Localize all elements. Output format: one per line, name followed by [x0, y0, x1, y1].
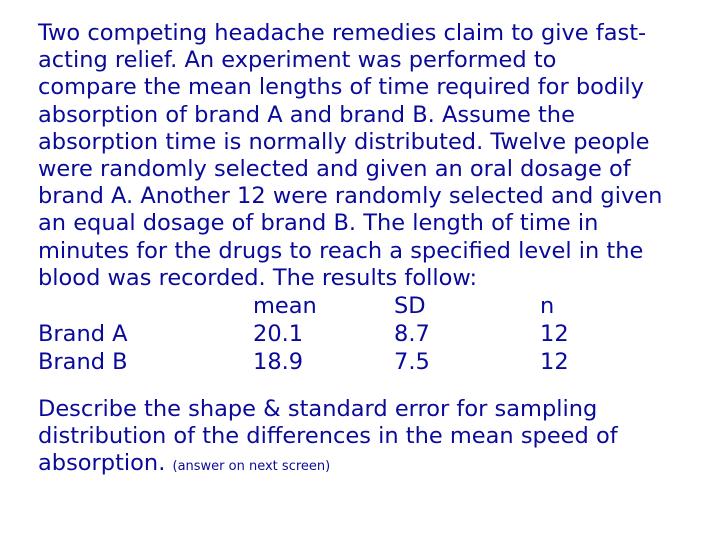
header-mean: mean: [253, 293, 317, 320]
brand-a-n: 12: [540, 321, 569, 348]
row-label-brand-b: Brand B: [38, 349, 128, 376]
intro-line-10: blood was recorded. The results follow:: [38, 264, 478, 291]
intro-line-5: absorption time is normally distributed. Twelve people: [38, 128, 650, 155]
intro-line-2: acting relief. An experiment was performed to: [38, 47, 557, 74]
row-label-brand-a: Brand A: [38, 321, 128, 348]
brand-b-sd: 7.5: [394, 349, 430, 376]
header-sd: SD: [394, 293, 426, 320]
results-table: [38, 292, 688, 376]
question-line-2: distribution of the differences in the mean speed of: [38, 423, 618, 450]
spacer: [38, 376, 688, 396]
intro-line-3: compare the mean lengths of time required for bodily: [38, 74, 644, 101]
question-line-1: Describe the shape & standard error for sampling: [38, 396, 598, 423]
question-line-3: [38, 450, 688, 477]
problem-statement: [38, 20, 688, 292]
answer-note: (answer on next screen): [172, 459, 331, 475]
intro-line-1: Two competing headache remedies claim to give fast-: [38, 20, 647, 46]
intro-line-4: absorption of brand A and brand B. Assume the: [38, 101, 575, 128]
slide-content: [38, 20, 688, 478]
brand-b-n: 12: [540, 349, 569, 376]
question: [38, 396, 688, 478]
question-line-3-text: absorption.: [38, 450, 166, 477]
brand-b-mean: 18.9: [253, 349, 304, 376]
brand-a-sd: 8.7: [394, 321, 430, 348]
intro-line-8: an equal dosage of brand B. The length of time in: [38, 210, 599, 237]
brand-a-mean: 20.1: [253, 321, 304, 348]
header-n: n: [540, 293, 555, 320]
intro-line-6: were randomly selected and given an oral dosage of: [38, 156, 631, 183]
intro-line-7: brand A. Another 12 were randomly selected and given: [38, 183, 663, 210]
intro-line-9: minutes for the drugs to reach a specified level in the: [38, 237, 644, 264]
